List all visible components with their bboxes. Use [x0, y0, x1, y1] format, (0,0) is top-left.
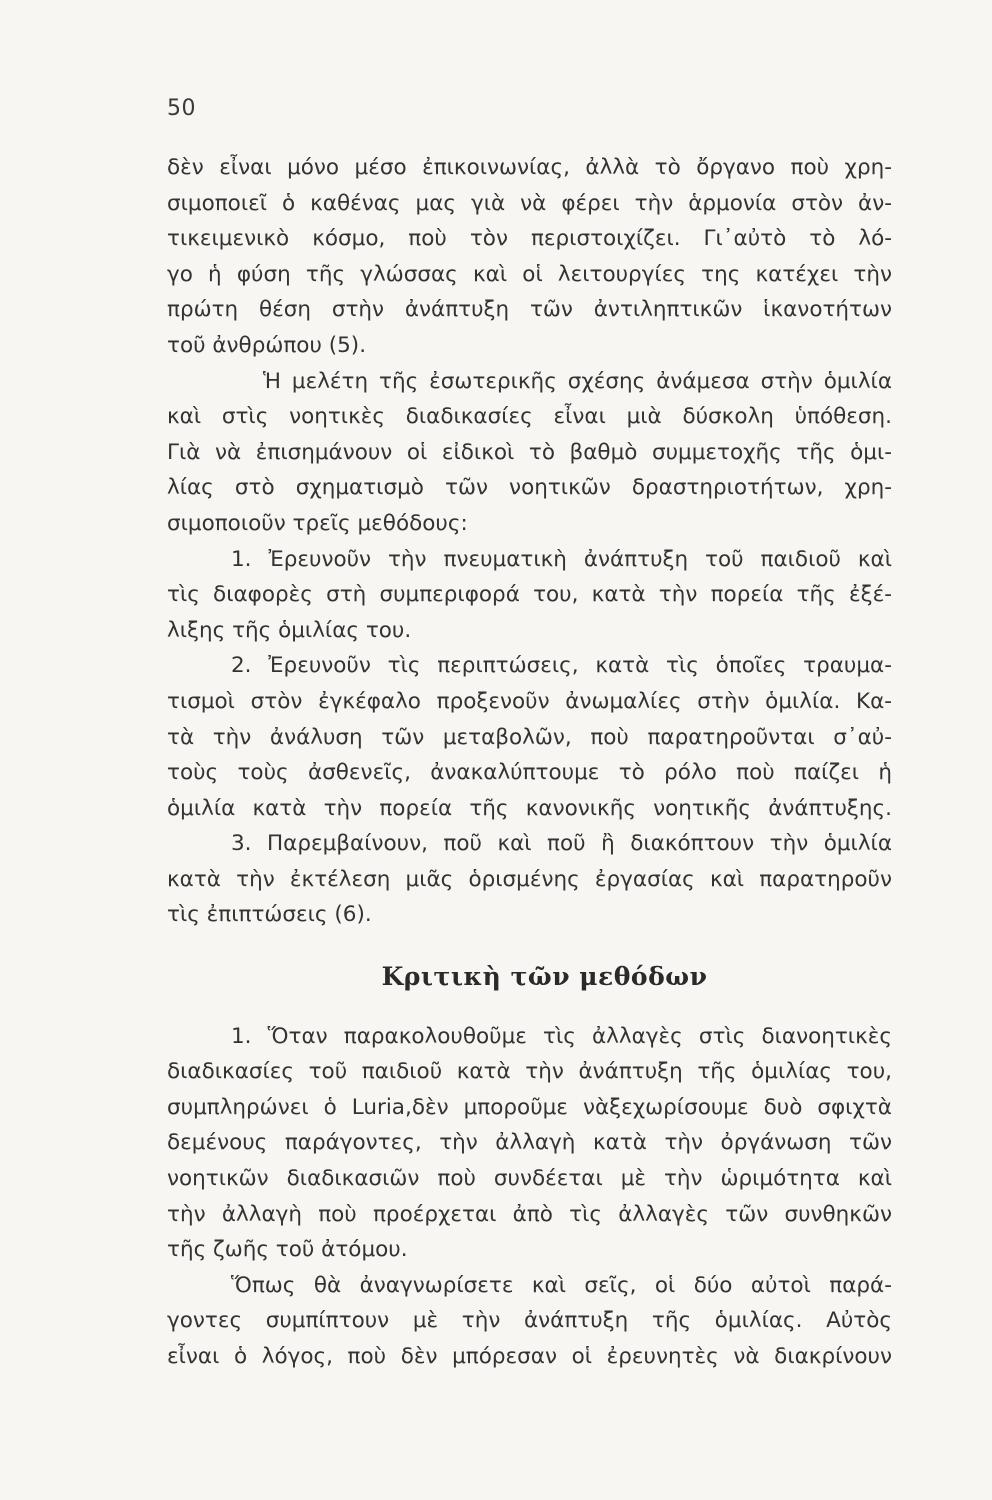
text-line: 1. Ἐρευνοῦν τὴν πνευματικὴ ἀνάπτυξη τοῦ παιδιοῦ καὶ	[231, 546, 892, 572]
text-line: δεμένους παράγοντες, τὴν ἀλλαγὴ κατὰ τὴν ὀργάνωση τῶν	[167, 1130, 892, 1156]
text-line: λιξης τῆς ὁμιλίας του.	[167, 617, 412, 643]
text-line: 2. Ἐρευνοῦν τὶς περιπτώσεις, κατὰ τὶς ὁποῖες τραυμα-	[231, 653, 892, 679]
text-line: σιμοποιεῖ ὁ καθένας μας γιὰ νὰ φέρει τὴν ἁρμονία στὸν ἀν-	[167, 190, 892, 216]
text-line: τὴν ἀλλαγὴ ποὺ προέρχεται ἀπὸ τὶς ἀλλαγὲς τῶν συνθηκῶν	[167, 1201, 892, 1227]
text-line: τὰ τὴν ἀνάλυση τῶν μεταβολῶν, ποὺ παρατηροῦνται σ᾽αὐ-	[167, 724, 892, 750]
text-line: σιμοποιοῦν τρεῖς μεθόδους:	[167, 510, 468, 536]
section-heading: Κριτικὴ τῶν μεθόδων	[381, 962, 708, 992]
text-line: Γιὰ νὰ ἐπισημάνουν οἱ εἰδικοὶ τὸ βαθμὸ συμμετοχῆς τῆς ὁμι-	[167, 439, 892, 465]
text-line: δὲν εἶναι μόνο μέσο ἐπικοινωνίας, ἀλλὰ τὸ ὄργανο ποὺ χρη-	[167, 155, 892, 180]
text-line: Ἡ μελέτη τῆς ἐσωτερικῆς σχέσης ἀνάμεσα στὴν ὁμιλία	[263, 368, 892, 394]
text-line: ὁμιλία κατὰ τὴν πορεία τῆς κανονικῆς νοητικῆς ἀνάπτυξης.	[167, 795, 892, 821]
text-line: τὶς διαφορὲς στὴ συμπεριφορά του, κατὰ τὴν πορεία τῆς ἐξέ-	[167, 582, 892, 608]
text-line: εἶναι ὁ λόγος, ποὺ δὲν μπόρεσαν οἱ ἐρευνητὲς νὰ διακρίνουν	[167, 1344, 892, 1369]
text-line: τοῦ ἀνθρώπου (5).	[167, 332, 367, 358]
text-line: κατὰ τὴν ἐκτέλεση μιᾶς ὁρισμένης ἐργασίας καὶ παρατηροῦν	[167, 866, 892, 892]
text-line: Ὅπως θὰ ἀναγνωρίσετε καὶ σεῖς, οἱ δύο αὐτοὶ παρά-	[231, 1272, 892, 1298]
text-line: νοητικῶν διαδικασιῶν ποὺ συνδέεται μὲ τὴν ὡριμότητα καὶ	[167, 1166, 892, 1192]
body-text	[167, 150, 892, 1375]
page-number: 50	[167, 96, 196, 121]
text-line: τοὺς τοὺς ἀσθενεῖς, ἀνακαλύπτουμε τὸ ρόλο ποὺ παίζει ἡ	[167, 760, 892, 786]
text-line: συμπληρώνει ὁ Luria,δὲν μποροῦμε νὰξεχωρίσουμε δυὸ σφιχτὰ	[167, 1094, 892, 1120]
text-line: τισμοὶ στὸν ἐγκέφαλο προξενοῦν ἀνωμαλίες στὴν ὁμιλία. Κα-	[167, 688, 892, 714]
text-line: πρώτη θέση στὴν ἀνάπτυξη τῶν ἀντιληπτικῶν ἱκανοτήτων	[167, 297, 892, 323]
text-line: τῆς ζωῆς τοῦ ἀτόμου.	[167, 1237, 408, 1263]
text-line: 3. Παρεμβαίνουν, ποῦ καὶ ποῦ ἢ διακόπτουν τὴν ὁμιλία	[231, 831, 892, 857]
text-line: τικειμενικὸ κόσμο, ποὺ τὸν περιστοιχίζει. Γι᾽αὐτὸ τὸ λό-	[167, 226, 892, 252]
text-line: καὶ στὶς νοητικὲς διαδικασίες εἶναι μιὰ δύσκολη ὑπόθεση.	[167, 404, 892, 430]
text-line: γοντες συμπίπτουν μὲ τὴν ἀνάπτυξη τῆς ὁμιλίας. Αὐτὸς	[167, 1308, 892, 1334]
text-line: διαδικασίες τοῦ παιδιοῦ κατὰ τὴν ἀνάπτυξη τῆς ὁμιλίας του,	[167, 1059, 892, 1085]
text-line: 1. Ὅταν παρακολουθοῦμε τὶς ἀλλαγὲς στὶς διανοητικὲς	[231, 1023, 892, 1049]
text-line: γο ἡ φύση τῆς γλώσσας καὶ οἱ λειτουργίες της κατέχει τὴν	[167, 261, 892, 287]
text-line: λίας στὸ σχηματισμὸ τῶν νοητικῶν δραστηριοτήτων, χρη-	[167, 475, 892, 501]
text-line: τὶς ἐπιπτώσεις (6).	[167, 902, 372, 928]
